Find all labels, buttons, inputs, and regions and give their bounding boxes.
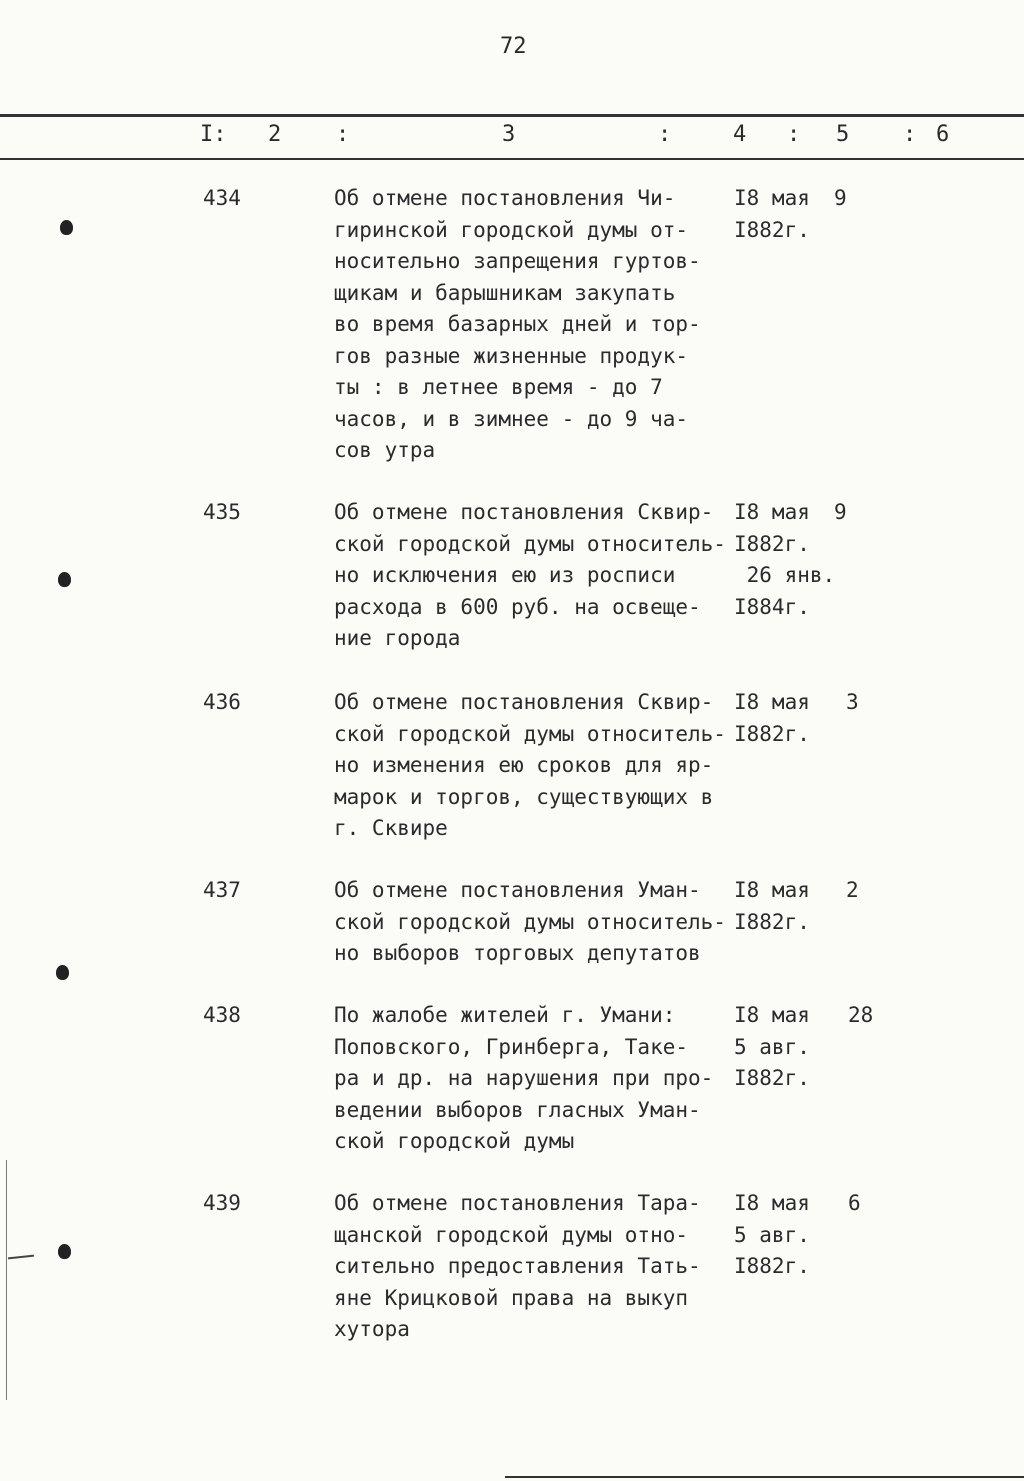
punch-hole-mark	[56, 965, 69, 980]
entry-sheet-count: 9	[834, 500, 847, 524]
header-separator-2: :	[658, 122, 672, 147]
header-col-5: 5	[836, 122, 850, 147]
top-rule	[0, 114, 1024, 117]
bottom-rule	[505, 1476, 1024, 1478]
punch-hole-mark	[60, 220, 73, 235]
header-col-1: I:	[200, 122, 227, 147]
header-separator-3: :	[787, 122, 801, 147]
entry-sheet-count: 3	[846, 690, 859, 714]
entry-title: Об отмене постановления Уман- ской городской думы относитель- но выборов торговых депутатов	[334, 878, 726, 965]
entry-dates: I8 мая 5 авг. I882г.	[734, 1191, 810, 1278]
entry-number: 434	[203, 186, 241, 210]
margin-edge-line	[6, 1160, 7, 1400]
entry-dates: I8 мая 5 авг. I882г.	[734, 1003, 810, 1090]
entry-number: 435	[203, 500, 241, 524]
entry-dates: I8 мая I882г.	[734, 690, 810, 746]
punch-hole-mark	[58, 1244, 71, 1259]
entry-number: 437	[203, 878, 241, 902]
entry-title: По жалобе жителей г. Умани: Поповского, Гринберга, Таке- ра и др. на нарушения при про- ведении выборов гласных Уман- ской городской думы	[334, 1003, 714, 1153]
margin-dash-mark	[8, 1255, 34, 1260]
entry-sheet-count: 9	[834, 186, 847, 210]
entry-sheet-count: 28	[848, 1003, 874, 1027]
entry-dates: I8 мая I882г. 26 янв. I884г.	[734, 500, 836, 619]
entry-title: Об отмене постановления Чи- гиринской городской думы от- носительно запрещения гуртов- щикам и барышникам закупать во время базарных дней и тор- гов разные жизненные продук- ты : в летнее время - до 7 часов, и в зимнее - до 9 ча- сов утра	[334, 186, 701, 462]
header-separator-1: :	[336, 122, 350, 147]
entry-dates: I8 мая I882г.	[734, 186, 810, 242]
entry-dates: I8 мая I882г.	[734, 878, 810, 934]
entry-number: 438	[203, 1003, 241, 1027]
header-col-2: 2	[268, 122, 282, 147]
header-col-6: 6	[936, 122, 950, 147]
entry-number: 439	[203, 1191, 241, 1215]
entry-sheet-count: 2	[846, 878, 859, 902]
punch-hole-mark	[58, 572, 71, 587]
entry-title: Об отмене постановления Сквир- ской городской думы относитель- но исключения ею из росписи расхода в 600 руб. на освеще- ние города	[334, 500, 726, 650]
entry-title: Об отмене постановления Тара- щанской городской думы отно- сительно предоставления Тать- яне Крицковой права на выкуп хутора	[334, 1191, 701, 1341]
header-col-3: 3	[502, 122, 516, 147]
entry-number: 436	[203, 690, 241, 714]
header-col-4: 4	[733, 122, 747, 147]
page-number: 72	[500, 34, 527, 59]
header-separator-4: :	[903, 122, 917, 147]
entry-sheet-count: 6	[848, 1191, 861, 1215]
header-rule	[0, 158, 1024, 160]
entry-title: Об отмене постановления Сквир- ской городской думы относитель- но изменения ею сроков для яр- марок и торгов, существующих в г. Сквире	[334, 690, 726, 840]
